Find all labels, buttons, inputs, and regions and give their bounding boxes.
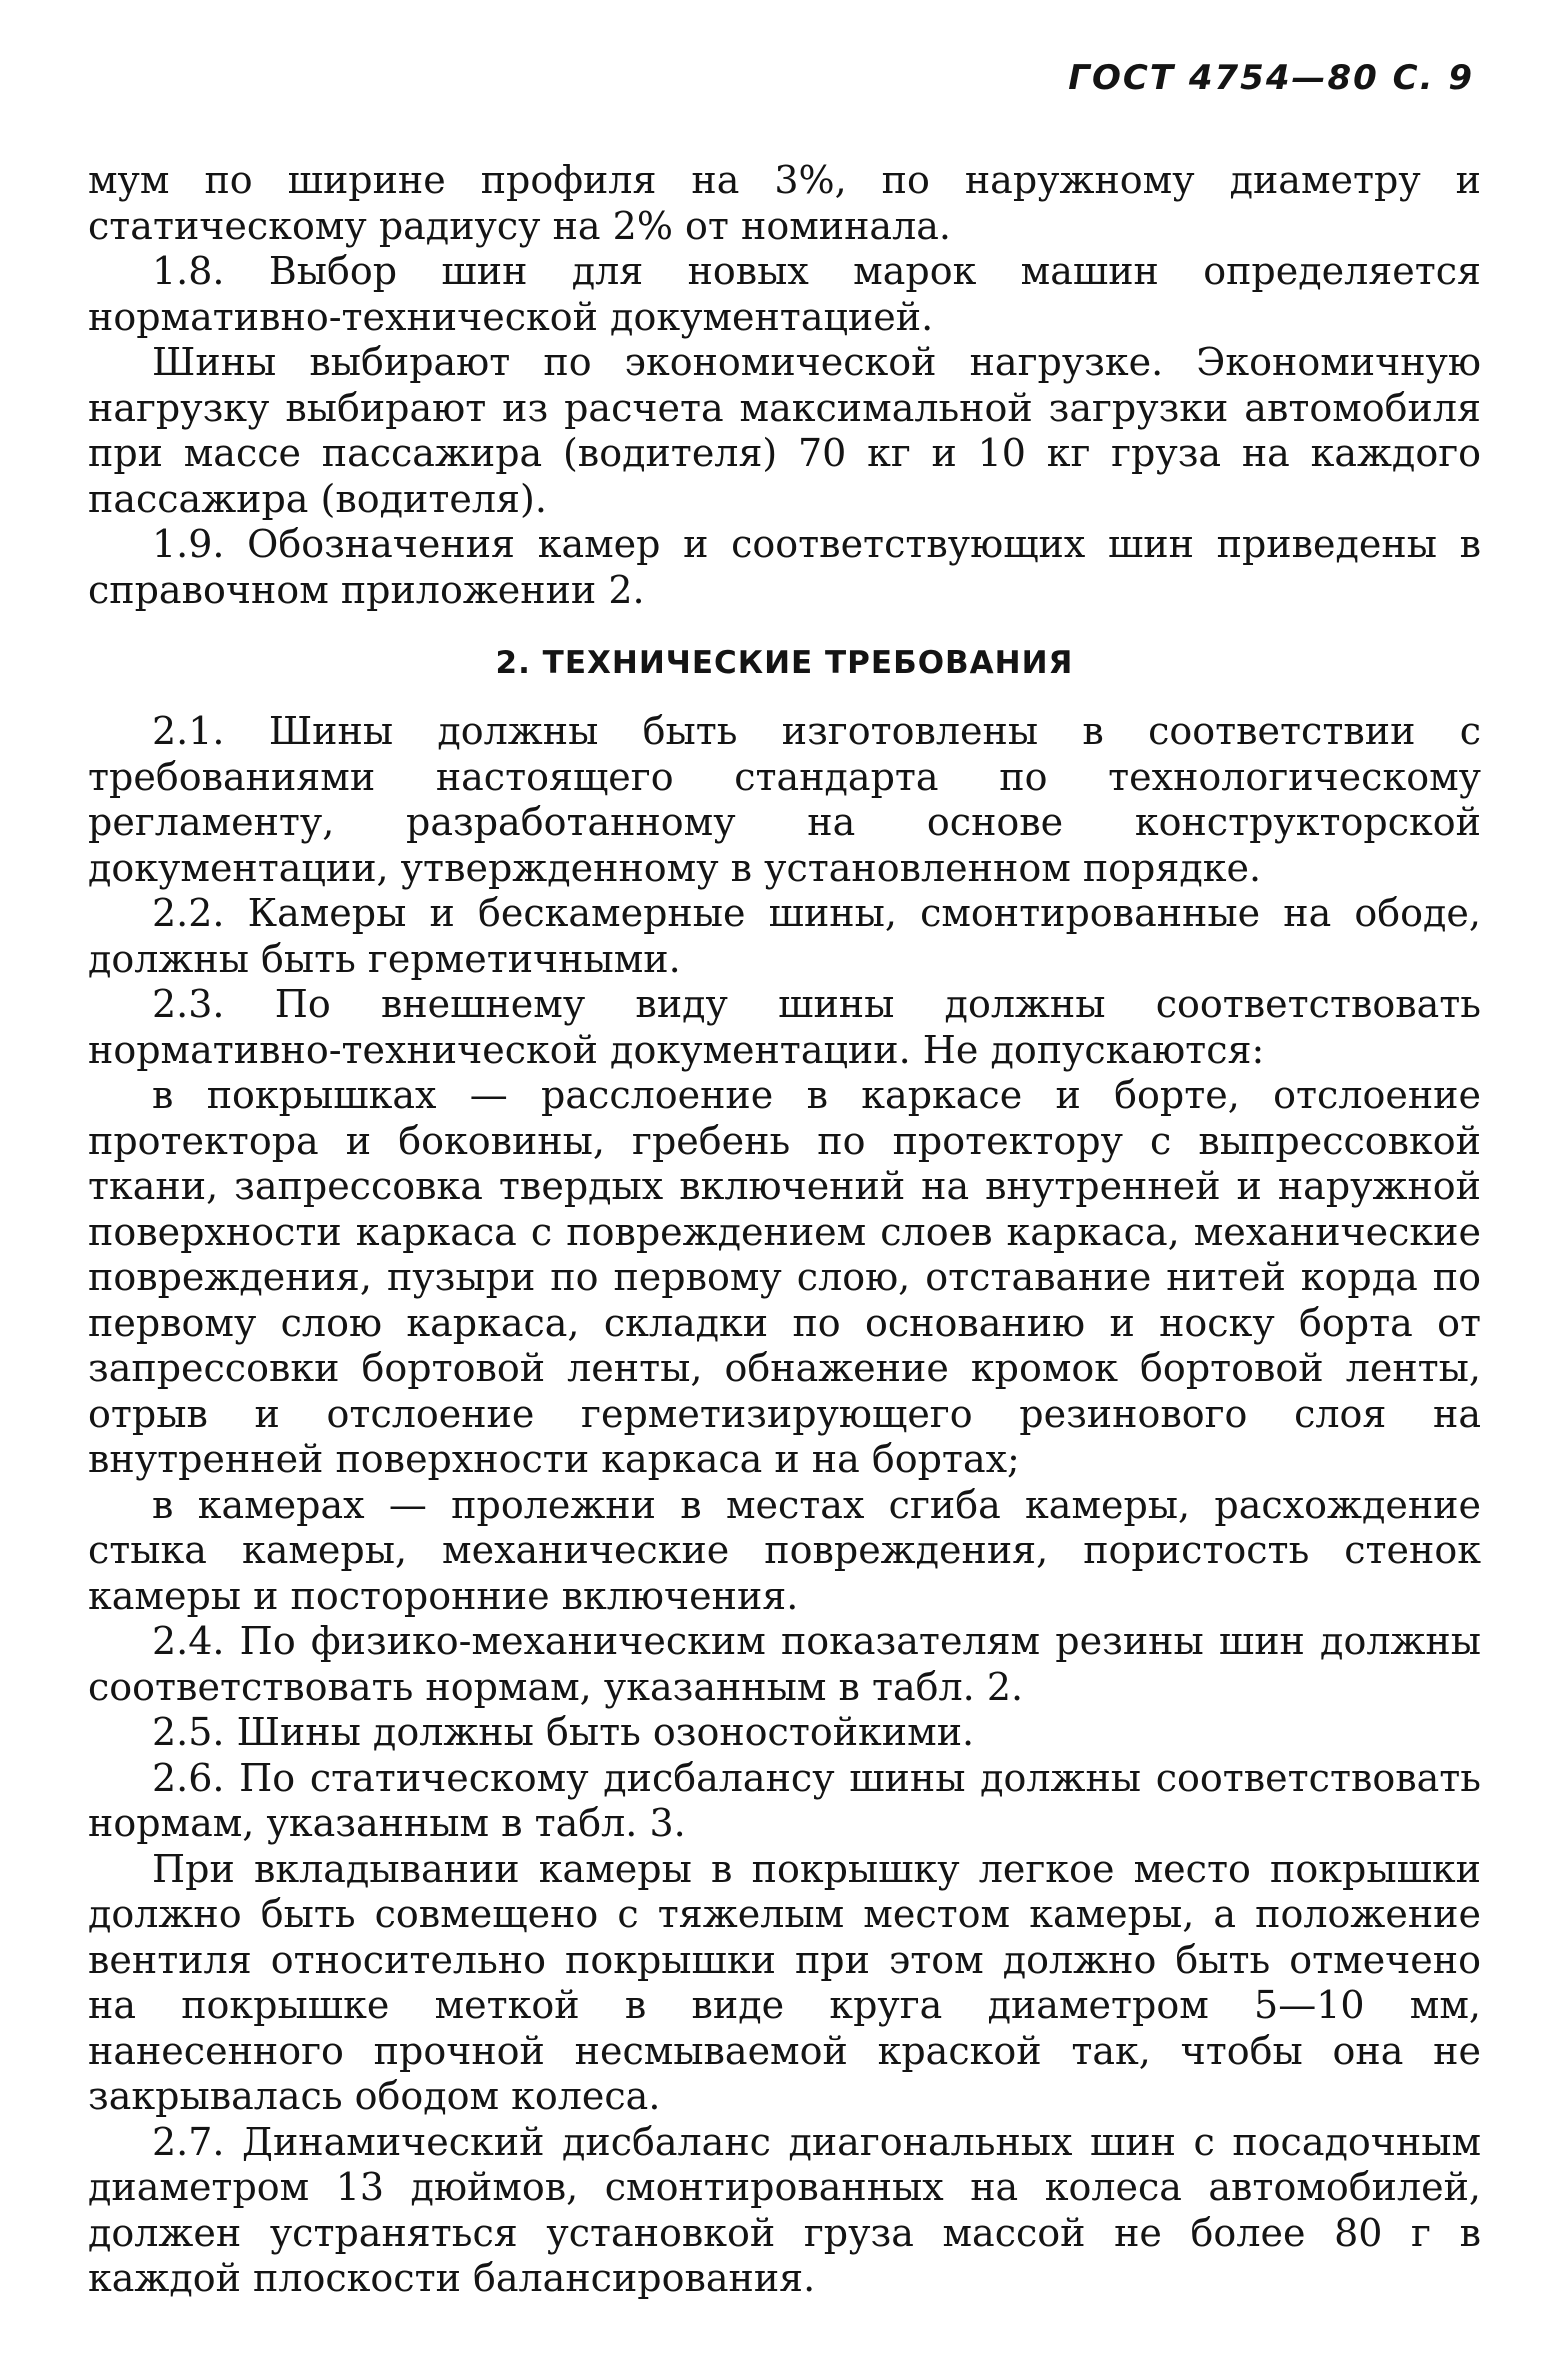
running-head: ГОСТ 4754—80 С. 9 xyxy=(1068,58,1474,98)
paragraph-economic-load: Шины выбирают по экономической нагрузке. Экономичную нагрузку выбирают из расчета максимальной загрузки автомобиля при массе пассажира (водителя) 70 кг и 10 кг груза на каждого пассажира (водителя). xyxy=(88,340,1481,521)
paragraph-continuation: мум по ширине профиля на 3%, по наружному диаметру и статическому радиусу на 2% от номинала. xyxy=(88,158,1481,248)
paragraph-2-7: 2.7. Динамический дисбаланс диагональных шин с посадочным диаметром 13 дюймов, смонтированных на колеса автомобилей, должен устраняться установкой груза массой не более 80 г в каждой плоскости балансирования. xyxy=(88,2119,1481,2300)
paragraph-2-3: 2.3. По внешнему виду шины должны соответствовать нормативно-технической документации. Не допускаются: xyxy=(88,982,1481,1072)
paragraph-tire-defects: в покрышках — расслоение в каркасе и борте, отслоение протектора и боковины, гребень по протектору с выпрессовкой ткани, запрессовка твердых включений на внутренней и наружной поверхности каркаса с повреждением слоев каркаса, механические повреждения, пузыри по первому слою, отставание нитей корда по первому слою каркаса, складки по основанию и носку борта от запрессовки бортовой ленты, обнажение кромок бортовой ленты, отрыв и отслоение герметизирующего резинового слоя на внутренней поверхности каркаса и на бортах; xyxy=(88,1073,1481,1481)
paragraph-1-9: 1.9. Обозначения камер и соответствующих шин приведены в справочном приложении 2. xyxy=(88,522,1481,612)
paragraph-balancing-mark: При вкладывании камеры в покрышку легкое место покрышки должно быть совмещено с тяжелым местом камеры, а положение вентиля относительно покрышки при этом должно быть отмечено на покрышке меткой в виде круга диаметром 5—10 мм, нанесенного прочной несмываемой краской так, чтобы она не закрывалась ободом колеса. xyxy=(88,1846,1481,2118)
paragraph-2-5: 2.5. Шины должны быть озоностойкими. xyxy=(152,1710,975,1754)
paragraph-tube-defects: в камерах — пролежни в местах сгиба камеры, расхождение стыка камеры, механические повреждения, пористость стенок камеры и посторонние включения. xyxy=(88,1482,1481,1618)
page-body xyxy=(88,158,1481,2302)
section-heading: 2. ТЕХНИЧЕСКИЕ ТРЕБОВАНИЯ xyxy=(495,645,1074,681)
paragraph-1-8: 1.8. Выбор шин для новых марок машин определяется нормативно-технической документацией. xyxy=(88,249,1481,339)
paragraph-2-2: 2.2. Камеры и бескамерные шины, смонтированные на ободе, должны быть герметичными. xyxy=(88,891,1481,981)
paragraph-2-4: 2.4. По физико-механическим показателям резины шин должны соответствовать нормам, указанным в табл. 2. xyxy=(88,1619,1481,1709)
paragraph-2-1: 2.1. Шины должны быть изготовлены в соответствии с требованиями настоящего стандарта по технологическому регламенту, разработанному на основе конструкторской документации, утвержденному в установленном порядке. xyxy=(88,709,1481,890)
paragraph-2-6: 2.6. По статическому дисбалансу шины должны соответствовать нормам, указанным в табл. 3. xyxy=(88,1755,1481,1845)
